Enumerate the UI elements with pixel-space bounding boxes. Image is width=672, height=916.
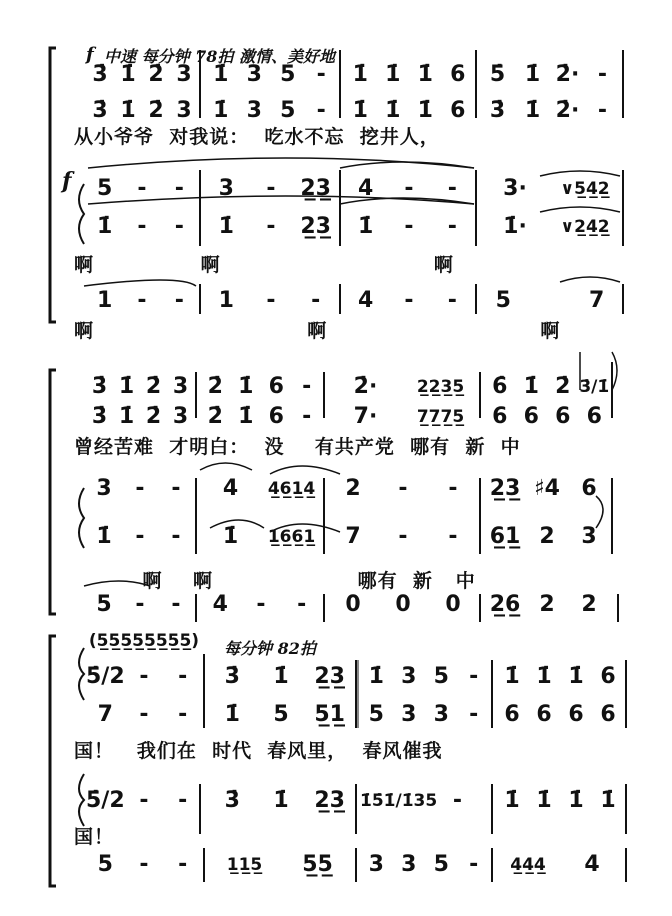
note: 1̇: [238, 374, 254, 399]
note: 3: [581, 524, 597, 549]
note: -: [398, 476, 408, 501]
note: -: [297, 592, 307, 617]
note: 5̲5̲: [302, 852, 333, 877]
note: 2: [539, 592, 555, 617]
note: 1̇: [213, 98, 229, 123]
note: 6: [268, 404, 284, 429]
note: 6: [600, 664, 616, 689]
note: 6: [581, 476, 597, 501]
note: 3̇: [92, 98, 108, 123]
note: 4: [358, 288, 374, 313]
note: 6: [504, 702, 520, 727]
note: 3: [246, 98, 262, 123]
note: 2̇·: [353, 374, 378, 399]
note: 2: [345, 476, 361, 501]
note: -: [404, 214, 414, 239]
note: 1̇: [536, 664, 552, 689]
note: -: [139, 852, 149, 877]
note: 2̲6̲: [489, 592, 521, 617]
note: 1̇: [417, 62, 433, 87]
note: 1̇: [368, 664, 384, 689]
note: -: [452, 788, 463, 813]
note: -: [139, 664, 149, 689]
note: 3̇: [224, 664, 240, 689]
note: 2̇·: [555, 98, 580, 123]
note: 2̇: [555, 374, 571, 399]
note: -: [597, 62, 608, 87]
note: 1̇: [600, 788, 616, 813]
note: 5: [433, 664, 449, 689]
note: 5: [368, 702, 384, 727]
note: -: [174, 176, 184, 201]
note: 1̇: [213, 62, 229, 87]
note: 1̇: [120, 62, 136, 87]
note: 3: [172, 404, 189, 429]
note: ∨5̲4̲2̲: [560, 179, 610, 199]
note: 5: [273, 702, 289, 727]
note: 4: [358, 176, 374, 201]
note: 1̇: [273, 664, 289, 689]
note: 5̇/2: [86, 664, 125, 689]
note: 1̇: [224, 702, 240, 727]
note: -: [448, 476, 458, 501]
note: 1̇: [96, 524, 112, 549]
note: 1̇: [358, 214, 374, 239]
note: -: [135, 524, 145, 549]
note: 6: [536, 702, 552, 727]
note: 1̇: [417, 98, 433, 123]
note: 4: [584, 852, 600, 877]
note: 6̇: [492, 374, 508, 399]
note: 6: [555, 404, 571, 429]
note: 0: [395, 592, 411, 617]
note: 1̇: [536, 788, 552, 813]
note: 3: [176, 62, 192, 87]
note: 5̇/2: [86, 788, 125, 813]
note: 1̇: [118, 404, 135, 429]
note: 1̇: [524, 98, 541, 123]
note: 1̲1̲5̲: [226, 855, 263, 875]
note: 5: [97, 176, 113, 201]
note: 2̲3̲: [314, 664, 345, 689]
note: -: [398, 524, 408, 549]
note: -: [469, 664, 479, 689]
note: ∨2̲4̲2̲: [560, 217, 610, 237]
note: 0: [445, 592, 461, 617]
note: -: [139, 702, 149, 727]
note: -: [139, 788, 149, 813]
note: 2̲3̲: [314, 788, 345, 813]
note: 3: [368, 852, 384, 877]
note: 1̲6̲6̲1̲: [267, 527, 316, 547]
note: 6: [568, 702, 584, 727]
note: 5: [280, 62, 296, 87]
note: -: [174, 214, 184, 239]
note: 2̲3̲: [489, 476, 521, 501]
dynamic-forte-2: f: [62, 168, 72, 194]
note: 2̲3̲: [300, 214, 331, 239]
note: -: [404, 288, 414, 313]
note: 0: [345, 592, 361, 617]
note: 1̇: [524, 62, 541, 87]
lyric-line: 国！: [74, 826, 115, 848]
note: 2̲2̲3̲5̲: [416, 377, 465, 397]
note: 2̇: [148, 62, 164, 87]
note: -: [171, 524, 181, 549]
note: -: [447, 288, 457, 313]
note: -: [311, 288, 321, 313]
note: 3: [401, 702, 417, 727]
note: 6: [450, 98, 466, 123]
note: 6: [268, 374, 284, 399]
tempo-mark-3: 每分钟 82拍: [224, 639, 316, 658]
note: 4̲6̲1̲4̲: [267, 479, 316, 499]
note: 1̇: [504, 788, 520, 813]
note: 5: [280, 98, 296, 123]
note: 7: [345, 524, 361, 549]
note: -: [469, 702, 479, 727]
note: -: [316, 98, 326, 123]
note: 7: [589, 288, 605, 313]
note: 7·: [353, 404, 378, 429]
note: 6: [586, 404, 602, 429]
note: 1̇: [97, 214, 113, 239]
note: -: [447, 214, 457, 239]
note: 1̇: [504, 664, 520, 689]
note: 3·: [503, 176, 527, 201]
note: 3̇: [91, 404, 108, 429]
note: -: [302, 374, 312, 399]
note: 1̇: [352, 98, 368, 123]
note: 3̇: [224, 788, 240, 813]
note: 1: [218, 288, 234, 313]
dynamic-forte-1: f: [86, 44, 94, 65]
note: 2̲3̲: [300, 176, 331, 201]
note: 1̇: [352, 62, 368, 87]
note: 1̇5̇1̇/1̇35: [360, 791, 438, 811]
lyric-line: 曾经苦难 才明白： 没 有共产党 哪有 新 中: [74, 436, 521, 458]
note: 2̇: [145, 374, 162, 399]
note: -: [178, 702, 188, 727]
lyric-line: 从小爷爷 对我说： 吃水不忘 挖井人，: [74, 126, 440, 148]
note: -: [266, 288, 276, 313]
note: 1̇: [385, 98, 401, 123]
note: 3: [176, 98, 192, 123]
note: (5̲5̲5̲5̲5̲5̲5̲5̲): [88, 631, 200, 651]
note: 2: [581, 592, 597, 617]
note: -: [135, 592, 145, 617]
note: 2̇: [207, 404, 223, 429]
note: 1̇: [120, 98, 136, 123]
note: 2̇·: [555, 62, 580, 87]
note: ♯4: [534, 476, 560, 501]
note: 1̇: [568, 664, 584, 689]
note: 5̲1̲: [314, 702, 345, 727]
note: 1̇: [273, 788, 289, 813]
note: -: [448, 524, 458, 549]
note: -: [137, 176, 147, 201]
note: -: [266, 214, 276, 239]
note: 3̇: [489, 98, 506, 123]
note: 1̇: [118, 374, 135, 399]
note: -: [266, 176, 276, 201]
note: 5̇: [489, 62, 506, 87]
note: 3̇: [91, 374, 108, 399]
note: 3: [218, 176, 234, 201]
lyric-line: 国！ 我们在 时代 春风里， 春风催我: [74, 740, 443, 762]
note: -: [137, 288, 147, 313]
note: -: [174, 288, 184, 313]
note: 2̇: [207, 374, 223, 399]
note: 3: [401, 664, 417, 689]
note: 4: [222, 476, 239, 501]
note: 3̇/1̇: [579, 377, 610, 397]
note: -: [178, 664, 188, 689]
lyric-line: 啊 啊 啊: [74, 254, 454, 276]
note: -: [137, 214, 147, 239]
note: -: [447, 176, 457, 201]
note: 3: [433, 702, 449, 727]
note: 5: [96, 592, 112, 617]
note: 1̇: [523, 374, 539, 399]
note: -: [135, 476, 145, 501]
note: -: [404, 176, 414, 201]
note: 3̇: [92, 62, 108, 87]
note: 1: [97, 288, 113, 313]
note: 1̇: [568, 788, 584, 813]
note: 1̇: [385, 62, 401, 87]
note: 5: [495, 288, 511, 313]
note: 2: [539, 524, 555, 549]
note: 3: [172, 374, 189, 399]
note: -: [316, 62, 326, 87]
note: -: [178, 788, 188, 813]
note: -: [597, 98, 608, 123]
note: 7: [97, 702, 113, 727]
tempo-mark-1: 中速 每分钟 78拍 激情、美好地: [104, 47, 335, 66]
note: -: [469, 852, 479, 877]
note: 4: [212, 592, 228, 617]
note: 6: [600, 702, 616, 727]
note: -: [178, 852, 188, 877]
note: 3: [96, 476, 112, 501]
lyric-line: 啊 啊 哪有 新 中: [74, 570, 476, 592]
note: -: [171, 476, 181, 501]
note: 6: [450, 62, 466, 87]
note: 3: [246, 62, 262, 87]
note: 5: [433, 852, 449, 877]
note: 3: [401, 852, 417, 877]
note: -: [256, 592, 266, 617]
note: 1̇: [222, 524, 239, 549]
note: -: [302, 404, 312, 429]
note: 1̇: [218, 214, 234, 239]
note: 1̇: [238, 404, 254, 429]
note: 4̲4̲4̲: [510, 855, 546, 875]
note: 6̲1̲: [489, 524, 521, 549]
note: 2̇: [148, 98, 164, 123]
note: 2̇: [145, 404, 162, 429]
note: 6: [523, 404, 539, 429]
note: -: [171, 592, 181, 617]
note: 1̇·: [503, 214, 527, 239]
note: 6: [492, 404, 508, 429]
note: 7̲7̲7̲5̲: [416, 407, 465, 427]
note: 5: [97, 852, 113, 877]
lyric-line: 啊 啊 啊: [74, 320, 561, 342]
